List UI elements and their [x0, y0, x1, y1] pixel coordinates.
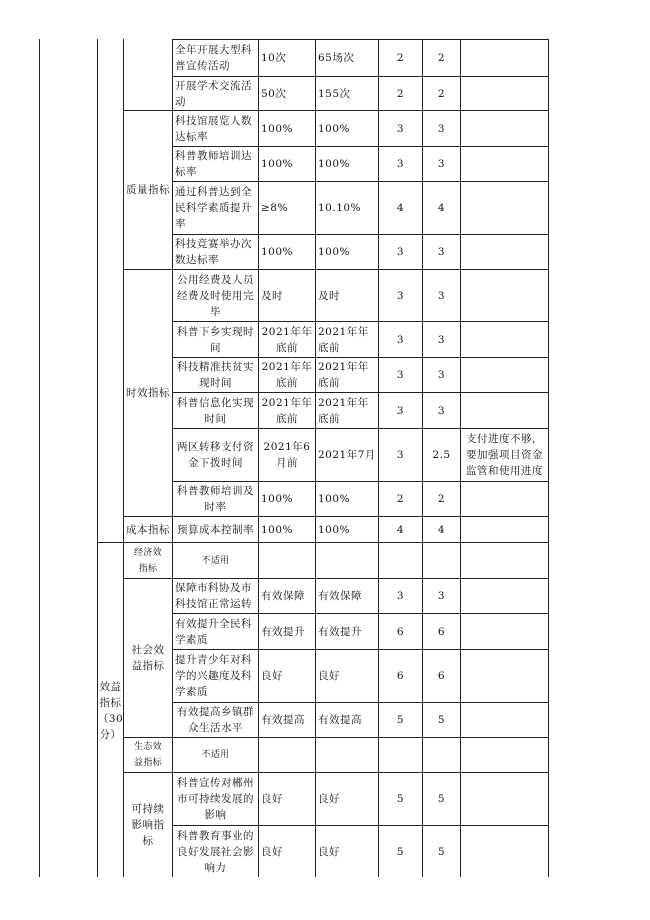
- actual-value: 有效提高: [318, 714, 362, 726]
- score-weight: 3: [396, 590, 405, 602]
- score-weight: 6: [396, 670, 405, 682]
- target-value: 100%: [261, 122, 294, 135]
- note: [461, 650, 548, 702]
- target-value: 2021年6月前: [263, 441, 311, 469]
- indicator-name: 科普信息化实现时间: [177, 396, 254, 425]
- score-weight: 3: [396, 289, 405, 302]
- actual-value: 100%: [318, 246, 351, 258]
- actual-value: 2021年7月: [318, 449, 376, 461]
- score-obtained: 6: [437, 625, 446, 638]
- indicator-name: 两区转移支付资金下拨时间: [177, 441, 254, 469]
- note: [461, 77, 548, 110]
- score-obtained: 3: [437, 246, 446, 258]
- actual-value: 有效保障: [318, 590, 362, 602]
- benefit-label-line: （30: [97, 713, 124, 725]
- target-value: 100%: [261, 523, 294, 536]
- note: [461, 703, 548, 737]
- target-value: 良好: [261, 845, 283, 858]
- benefit-label-line: 效益: [99, 681, 122, 693]
- not-applicable-cell: 不适用: [201, 555, 230, 566]
- note: [461, 40, 548, 76]
- score-obtained: 3: [437, 404, 446, 417]
- target-value: 良好: [261, 670, 283, 682]
- note: [461, 517, 548, 542]
- indicator-name: 预算成本控制率: [177, 523, 254, 536]
- category-quality: 质量指标: [126, 184, 170, 196]
- target-value: 50次: [261, 87, 287, 100]
- not-applicable-cell: 不适用: [201, 750, 230, 760]
- score-obtained: 4: [437, 202, 446, 214]
- indicator-name: 科普教师培训及时率: [177, 485, 254, 513]
- target-value: 有效提升: [261, 625, 305, 638]
- score-weight: 5: [396, 714, 405, 726]
- note: [461, 322, 548, 357]
- score-weight: 4: [396, 523, 405, 536]
- actual-value: 2021年年底前: [318, 325, 369, 354]
- score-obtained: 5: [437, 714, 446, 726]
- score-weight: 2: [396, 493, 405, 505]
- score-weight: 4: [396, 202, 405, 214]
- score-weight: 3: [396, 449, 405, 461]
- grid-line: [39, 39, 40, 877]
- score-weight: 3: [396, 333, 405, 346]
- indicator-name: 有效提高乡镇群众生活水平: [177, 706, 254, 734]
- actual-value: 良好: [318, 845, 340, 858]
- indicator-name: 开展学术交流活动: [175, 79, 252, 108]
- note: [461, 358, 548, 392]
- note: [461, 393, 548, 428]
- score-obtained: 3: [437, 369, 446, 381]
- indicator-name: 全年开展大型科普宣传活动: [175, 44, 252, 72]
- note: [461, 182, 548, 234]
- indicator-name: 公用经费及人员经费及时使用完毕: [177, 273, 254, 318]
- score-obtained: 6: [437, 670, 446, 682]
- actual-value: 100%: [318, 493, 351, 505]
- indicator-name: 科普下乡实现时间: [177, 325, 254, 354]
- score-weight: 3: [396, 404, 405, 417]
- score-weight: 3: [396, 369, 405, 381]
- score-obtained: 3: [437, 158, 446, 170]
- note: 支付进度不够，要加强项目资金监管和使用进度: [466, 433, 543, 477]
- indicator-name: 科技馆展览人数达标率: [175, 114, 252, 143]
- indicator-name: 通过科普达到全民科学素质提升率: [175, 186, 252, 230]
- note: [461, 235, 548, 269]
- target-value: 100%: [261, 158, 294, 170]
- actual-value: 100%: [318, 523, 351, 536]
- category-benefit: [98, 676, 123, 746]
- score-obtained: 3: [437, 289, 446, 302]
- score-obtained: 2: [437, 493, 446, 505]
- target-value: 良好: [261, 793, 283, 805]
- note: [461, 773, 548, 825]
- grid-line: [97, 39, 98, 877]
- actual-value: 10.10%: [318, 202, 362, 214]
- score-weight: 2: [396, 52, 405, 64]
- actual-value: 及时: [318, 289, 340, 302]
- score-obtained: 2: [437, 87, 446, 100]
- score-weight: 6: [396, 625, 405, 638]
- indicator-name: 科普宣传对郴州市可持续发展的影响: [177, 777, 254, 821]
- indicator-name: 提升青少年对科学的兴趣度及科学素质: [175, 654, 252, 698]
- score-obtained: 3: [437, 590, 446, 602]
- actual-value: 2021年年底前: [318, 396, 369, 425]
- subcategory-ecological: 生态效益指标: [134, 742, 162, 768]
- actual-value: 良好: [318, 793, 340, 805]
- actual-value: 100%: [318, 122, 351, 135]
- target-value: ≥8%: [261, 202, 288, 214]
- actual-value: 2021年年底前: [318, 361, 369, 389]
- score-obtained: 2.5: [432, 449, 451, 461]
- note: [461, 826, 548, 877]
- benefit-label-line: 指标: [99, 697, 122, 709]
- score-obtained: 3: [437, 333, 446, 346]
- target-value: 100%: [261, 493, 294, 505]
- target-value: 2021年年底前: [261, 361, 313, 389]
- indicator-name: 保障市科协及市科技馆正常运转: [175, 582, 252, 610]
- score-obtained: 3: [437, 122, 446, 135]
- benefit-label-line: 分）: [99, 729, 122, 741]
- actual-value: 100%: [318, 158, 351, 170]
- score-weight: 2: [396, 87, 405, 100]
- indicator-name: 科技精准扶贫实现时间: [177, 361, 254, 389]
- score-weight: 3: [396, 246, 405, 258]
- score-weight: 5: [396, 793, 405, 805]
- indicator-name: 有效提升全民科学素质: [175, 617, 252, 646]
- note: [461, 270, 548, 321]
- score-weight: 3: [396, 122, 405, 135]
- actual-value: 65场次: [318, 52, 355, 64]
- subcategory-economic: 经济效指标: [134, 547, 162, 574]
- score-obtained: 5: [437, 793, 446, 805]
- score-obtained: 5: [437, 845, 446, 858]
- score-weight: 3: [396, 158, 405, 170]
- note: [461, 614, 548, 649]
- score-weight: 5: [396, 845, 405, 858]
- subcategory-social: 社会效益指标: [131, 644, 165, 672]
- target-value: 2021年年底前: [261, 396, 313, 425]
- note: [461, 111, 548, 146]
- target-value: 10次: [261, 52, 287, 64]
- indicator-name: 科普教育事业的良好发展社会影响力: [177, 829, 254, 874]
- category-cost: 成本指标: [126, 523, 170, 536]
- indicator-name: 科技竞赛举办次数达标率: [175, 238, 252, 266]
- actual-value: 良好: [318, 670, 340, 682]
- score-obtained: 2: [437, 52, 446, 64]
- target-value: 有效保障: [261, 590, 305, 602]
- target-value: 2021年年底前: [261, 325, 313, 354]
- score-obtained: 4: [437, 523, 446, 536]
- target-value: 及时: [261, 289, 283, 302]
- note: [461, 147, 548, 181]
- subcategory-sustainable: 可持续影响指标: [131, 803, 165, 847]
- note: [461, 482, 548, 516]
- note: [461, 579, 548, 613]
- target-value: 100%: [261, 246, 294, 258]
- category-timeliness: 时效指标: [126, 387, 170, 399]
- target-value: 有效提高: [261, 714, 305, 726]
- actual-value: 155次: [318, 87, 351, 100]
- indicator-name: 科普教师培训达标率: [175, 150, 252, 178]
- actual-value: 有效提升: [318, 625, 362, 638]
- grid-line: [548, 39, 549, 877]
